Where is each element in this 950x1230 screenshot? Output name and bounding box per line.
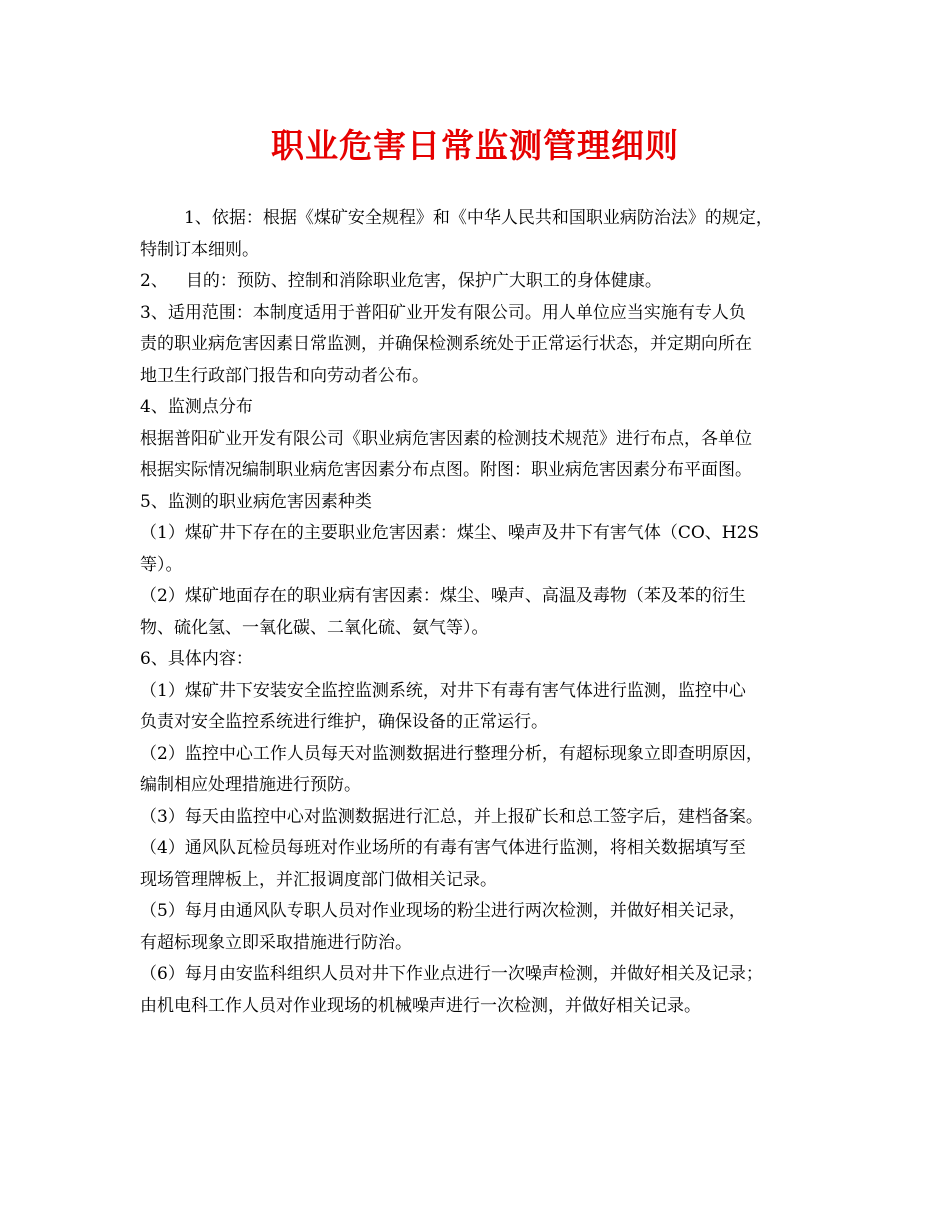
detail-item-2-line-2: 编制相应处理措施进行预防。 (140, 775, 361, 795)
paragraph-purpose (140, 266, 820, 298)
detail-item-3: （3）每天由监控中心对监测数据进行汇总，并上报矿长和总工签字后，建档备案。 (140, 806, 763, 827)
detail-item-5-line-2: 有超标现象立即采取措施进行防治。 (140, 932, 412, 953)
detail-item-4-line-1: （4）通风队瓦检员每班对作业场所的有毒有害气体进行监测，将相关数据填写至 (140, 838, 746, 858)
hazard-item-1-line-1: （1）煤矿井下存在的主要职业危害因素：煤尘、噪声及井下有害气体（CO、H2S (140, 523, 760, 543)
hazard-item-1-line-2: 等）。 (140, 554, 183, 575)
paragraph-monitoring-points-line-1: 根据普阳矿业开发有限公司《职业病危害因素的检测技术规范》进行布点，各单位 (140, 428, 752, 449)
purpose-text: 目的：预防、控制和消除职业危害，保护广大职工的身体健康。 (185, 271, 662, 291)
detail-item-1-line-1: （1）煤矿井下安装安全监控监测系统，对井下有毒有害气体进行监测，监控中心 (140, 680, 746, 701)
paragraph-monitoring-points-line-2: 根据实际情况编制职业病危害因素分布点图。附图：职业病危害因素分布平面图。 (140, 460, 752, 480)
hazard-item-2-line-1: （2）煤矿地面存在的职业病有害因素：煤尘、噪声、高温及毒物（苯及苯的衍生 (140, 586, 746, 606)
document-body (140, 203, 820, 1022)
paragraph-basis-line-1: 1、依据：根据《煤矿安全规程》和《中华人民共和国职业病防治法》的规定， (184, 208, 773, 228)
section-heading-details: 6、具体内容： (140, 649, 253, 669)
paragraph-scope-line-1: 3、适用范围：本制度适用于普阳矿业开发有限公司。用人单位应当实施有专人负 (140, 302, 746, 323)
paragraph-basis-line-2: 特制订本细则。 (140, 239, 259, 260)
detail-item-6-line-2: 由机电科工作人员对作业现场的机械噪声进行一次检测，并做好相关记录。 (140, 995, 701, 1016)
detail-item-2-line-1: （2）监控中心工作人员每天对监测数据进行整理分析，有超标现象立即查明原因， (140, 743, 763, 764)
paragraph-scope-line-3: 地卫生行政部门报告和向劳动者公布。 (140, 365, 429, 386)
purpose-number: 2、 (140, 271, 168, 291)
section-heading-hazard-types: 5、监测的职业病危害因素种类 (140, 491, 372, 512)
detail-item-5-line-1: （5）每月由通风队专职人员对作业现场的粉尘进行两次检测，并做好相关记录， (140, 901, 746, 921)
section-heading-monitoring-points: 4、监测点分布 (140, 397, 253, 417)
detail-item-1-line-2: 负责对安全监控系统进行维护，确保设备的正常运行。 (140, 712, 548, 732)
paragraph-scope-line-2: 责的职业病危害因素日常监测，并确保检测系统处于正常运行状态，并定期向所在 (140, 334, 752, 354)
detail-item-6-line-1: （6）每月由安监科组织人员对井下作业点进行一次噪声检测，并做好相关及记录； (140, 964, 763, 984)
detail-item-4-line-2: 现场管理牌板上，并汇报调度部门做相关记录。 (140, 869, 497, 890)
document-title: 职业危害日常监测管理细则 (271, 126, 679, 165)
hazard-item-2-line-2: 物、硫化氢、一氧化碳、二氧化硫、氨气等）。 (140, 617, 489, 638)
